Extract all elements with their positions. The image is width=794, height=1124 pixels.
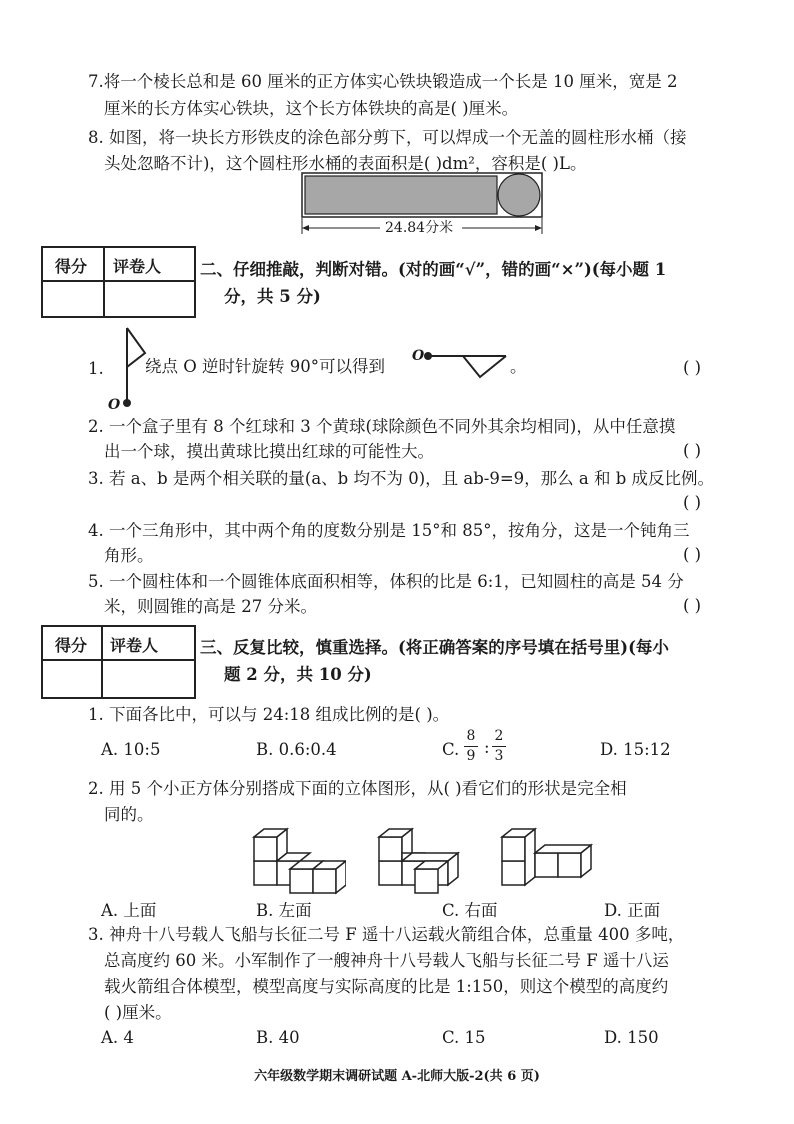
cube-figure-2 xyxy=(375,825,471,895)
s3-q3-option-c[interactable]: C. 15 xyxy=(442,1028,486,1047)
s3-q2-option-c[interactable]: C. 右面 xyxy=(442,901,498,920)
s3-q1-c-denominator1: 9 xyxy=(466,748,476,764)
s3-q3-option-a[interactable]: A. 4 xyxy=(101,1028,134,1047)
page-footer: 六年级数学期末调研试题 A-北师大版-2(共 6 页) xyxy=(254,1069,540,1084)
cube-figure-3 xyxy=(498,825,598,895)
s2-item4-line1: 4. 一个三角形中，其中两个角的度数分别是 15°和 85°，按角分，这是一个钝角三 xyxy=(88,521,690,540)
s2-item4-answer[interactable]: ( ) xyxy=(683,545,702,564)
shaded-circle xyxy=(498,174,540,216)
rotated-flag-figure xyxy=(418,344,518,384)
s3-q1-option-c-prefix[interactable]: C. xyxy=(442,740,460,759)
s3-q1-c-separator: : xyxy=(484,738,490,757)
s3-q2-option-a[interactable]: A. 上面 xyxy=(101,901,157,920)
s3-q1-c-numerator1: 8 xyxy=(466,728,476,744)
section3-title-line2: 题 2 分，共 10 分) xyxy=(224,665,372,684)
q8-line1: 8. 如图，将一块长方形铁皮的涂色部分剪下，可以焊成一个无盖的圆柱形水桶（接 xyxy=(88,128,687,147)
section2-title-line1: 二、仔细推敲，判断对错。(对的画“√”，错的画“×”)(每小题 1 xyxy=(200,260,667,279)
s3-q1-c-fraction-bar2 xyxy=(492,746,506,747)
q8-line2: 头处忽略不计)，这个圆柱形水桶的表面积是( )dm²，容积是( )L。 xyxy=(104,154,587,173)
s2-item1-answer[interactable]: ( ) xyxy=(683,358,702,377)
s2-item3-answer[interactable]: ( ) xyxy=(683,493,702,512)
s3-q3-line2: 总高度约 60 米。小军制作了一艘神舟十八号载人飞船与长征二号 F 遥十八运 xyxy=(104,951,669,970)
section3-score-label: 得分 xyxy=(55,636,88,655)
s2-item2-answer[interactable]: ( ) xyxy=(683,441,702,460)
s2-item1-end: 。 xyxy=(510,357,527,376)
s2-item1-point-label-start: O xyxy=(108,397,121,413)
s3-q1-c-fraction-bar1 xyxy=(464,746,478,747)
section2-title-line2: 分，共 5 分) xyxy=(224,287,321,306)
s3-q2-option-b[interactable]: B. 左面 xyxy=(256,901,312,920)
s3-q3-line3: 载火箭组合体模型，模型高度与实际高度的比是 1:150，则这个模型的高度约 xyxy=(104,977,669,996)
s2-item2-line2: 出一个球，摸出黄球比摸出红球的可能性大。 xyxy=(104,442,434,461)
s3-q1-option-a[interactable]: A. 10:5 xyxy=(101,740,161,759)
s3-q2-option-d[interactable]: D. 正面 xyxy=(604,901,661,920)
q7-line1: 7.将一个棱长总和是 60 厘米的正方体实心铁块锻造成一个长是 10 厘米，宽是 2 xyxy=(88,72,678,91)
s2-item4-line2: 角形。 xyxy=(104,546,154,565)
s2-item1-point-label-end: O xyxy=(412,348,425,364)
s3-q2-line1: 2. 用 5 个小正方体分别搭成下面的立体图形，从( )看它们的形状是完全相 xyxy=(88,779,627,798)
shaded-rectangle xyxy=(305,176,497,214)
q7-line2: 厘米的长方体实心铁块，这个长方体铁块的高是( )厘米。 xyxy=(104,99,519,118)
s2-item5-line1: 5. 一个圆柱体和一个圆锥体底面积相等，体积的比是 6:1，已知圆柱的高是 54 分 xyxy=(88,572,684,591)
s2-item3-line1: 3. 若 a、b 是两个相关联的量(a、b 均不为 0)，且 ab-9=9，那么 a 和 b 成反比例。 xyxy=(88,469,715,488)
section2-score-label: 得分 xyxy=(55,257,88,276)
q8-figure-label: 24.84分米 xyxy=(385,220,454,236)
s3-q1-stem: 1. 下面各比中，可以与 24:18 组成比例的是( )。 xyxy=(88,705,450,724)
section2-grader-label: 评卷人 xyxy=(113,257,162,276)
s3-q1-option-b[interactable]: B. 0.6:0.4 xyxy=(256,740,337,759)
s3-q3-option-d[interactable]: D. 150 xyxy=(604,1028,659,1047)
cube-figure-1 xyxy=(250,825,346,895)
s2-item1-num: 1. xyxy=(88,359,104,378)
s3-q1-c-denominator2: 3 xyxy=(494,748,504,764)
s3-q2-line2: 同的。 xyxy=(104,805,154,824)
s2-item5-line2: 米，则圆锥的高是 27 分米。 xyxy=(104,597,317,616)
s3-q3-option-b[interactable]: B. 40 xyxy=(256,1028,300,1047)
s2-item2-line1: 2. 一个盒子里有 8 个红球和 3 个黄球(球除颜色不同外其余均相同)，从中任意摸 xyxy=(88,417,676,436)
s3-q1-c-numerator2: 2 xyxy=(494,728,504,744)
s3-q3-line1: 3. 神舟十八号载人飞船与长征二号 F 遥十八运载火箭组合体，总重量 400 多吨， xyxy=(88,925,685,944)
s3-q3-line4: ( )厘米。 xyxy=(104,1003,172,1022)
s3-q1-option-d[interactable]: D. 15:12 xyxy=(600,740,671,759)
s2-item5-answer[interactable]: ( ) xyxy=(683,596,702,615)
section3-grader-label: 评卷人 xyxy=(110,636,159,655)
s2-item1-text: 绕点 O 逆时针旋转 90°可以得到 xyxy=(145,357,386,376)
section3-title-line1: 三、反复比较，慎重选择。(将正确答案的序号填在括号里)(每小 xyxy=(200,638,669,657)
